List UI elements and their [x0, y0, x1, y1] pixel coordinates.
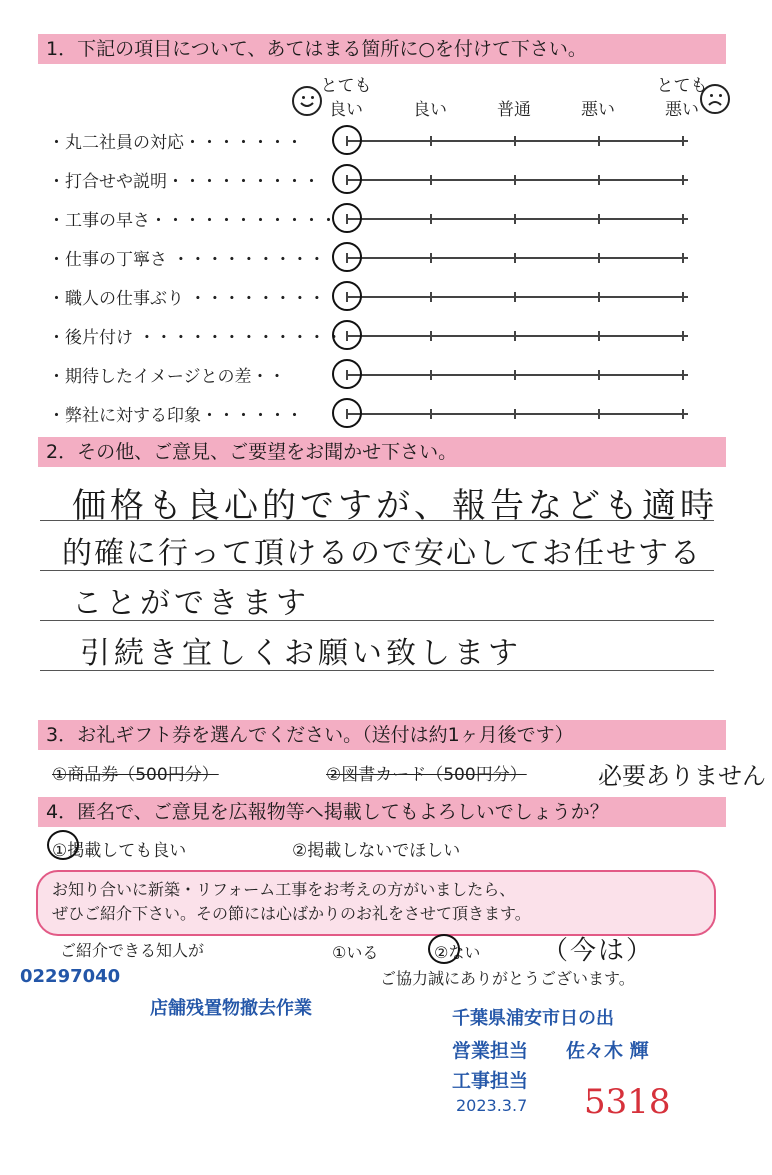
selected-mark-circle — [332, 359, 362, 389]
rating-tick[interactable] — [682, 136, 684, 146]
selected-mark-circle — [332, 281, 362, 311]
q3-header: 3．お礼ギフト券を選んでください。（送付は約1ヶ月後です） — [38, 720, 726, 750]
selected-mark-circle — [332, 242, 362, 272]
rating-item-label: ・仕事の丁寧さ ・・・・・・・・・ — [48, 250, 326, 270]
rating-tick[interactable] — [682, 253, 684, 263]
rating-tick[interactable] — [514, 370, 516, 380]
rating-item-label: ・後片付け ・・・・・・・・・・・・ — [48, 328, 343, 348]
handwritten-comment-line: 的確に行って頂けるので安心してお任せする — [62, 536, 702, 571]
scale-label-top: とても — [656, 76, 708, 96]
handwritten-comment-line: ことができます — [72, 586, 310, 621]
referral-box-line: ぜひご紹介下さい。その節には心ばかりのお礼をさせて頂きます。 — [52, 904, 531, 923]
rating-tick[interactable] — [430, 214, 432, 224]
selected-mark-circle — [332, 203, 362, 233]
rating-scale-line — [346, 374, 688, 376]
rating-tick[interactable] — [430, 292, 432, 302]
rating-tick[interactable] — [682, 409, 684, 419]
handwritten-gift-note: 必要ありません — [598, 762, 766, 790]
construction-rep-label: 工事担当 — [452, 1070, 529, 1092]
selected-mark-circle — [428, 934, 460, 964]
q2-header: 2．その他、ご意見、ご要望をお聞かせ下さい。 — [38, 437, 726, 467]
rating-tick[interactable] — [682, 292, 684, 302]
selected-mark-circle — [332, 398, 362, 428]
selected-mark-circle — [332, 125, 362, 155]
rating-tick[interactable] — [514, 175, 516, 185]
gift-option-product-voucher[interactable]: ①商品券（500円分） — [52, 765, 219, 785]
rating-item-label: ・打合せや説明・・・・・・・・・ — [48, 172, 320, 192]
scale-label: 良い — [413, 100, 447, 120]
rating-scale-line — [346, 218, 688, 220]
rating-tick[interactable] — [598, 409, 600, 419]
rating-tick[interactable] — [514, 409, 516, 419]
rating-tick[interactable] — [514, 253, 516, 263]
selected-mark-circle — [47, 830, 79, 860]
sales-rep-label: 営業担当 — [452, 1040, 529, 1062]
rating-scale-line — [346, 335, 688, 337]
referral-option-no[interactable]: ②ない — [434, 943, 481, 962]
rating-scale-line — [346, 413, 688, 415]
gift-option-book-card[interactable]: ②図書カード（500円分） — [326, 765, 527, 785]
referral-box-line: お知り合いに新築・リフォーム工事をお考えの方がいましたら、 — [52, 880, 516, 899]
rating-tick[interactable] — [598, 370, 600, 380]
rating-tick[interactable] — [514, 214, 516, 224]
q4-header: 4．匿名で、ご意見を広報物等へ掲載してもよろしいでしょうか？ — [38, 797, 726, 827]
rating-scale-line — [346, 257, 688, 259]
rating-item-label: ・丸二社員の対応・・・・・・・ — [48, 133, 303, 153]
handwritten-number: 5318 — [584, 1082, 671, 1122]
referral-box — [36, 870, 716, 936]
scale-label: 悪い — [665, 100, 699, 120]
scale-label-top: とても — [320, 76, 372, 96]
work-description: 店舗残置物撤去作業 — [150, 998, 312, 1019]
scale-label: 良い — [329, 100, 363, 120]
selected-mark-circle — [332, 320, 362, 350]
rating-tick[interactable] — [514, 292, 516, 302]
rating-tick[interactable] — [682, 214, 684, 224]
rating-tick[interactable] — [514, 136, 516, 146]
publish-option-ok[interactable]: ①掲載しても良い — [52, 841, 187, 861]
customer-code: 02297040 — [20, 966, 121, 987]
handwritten-referral-note: （今は） — [542, 936, 655, 966]
survey-date: 2023.3.7 — [456, 1096, 528, 1115]
customer-location: 千葉県浦安市日の出 — [452, 1008, 614, 1029]
rating-tick[interactable] — [598, 214, 600, 224]
rating-scale-line — [346, 296, 688, 298]
rating-tick[interactable] — [682, 175, 684, 185]
rating-tick[interactable] — [514, 331, 516, 341]
scale-label: 悪い — [581, 100, 615, 120]
rating-item-label: ・職人の仕事ぶり ・・・・・・・・ — [48, 289, 326, 309]
scale-label: 普通 — [497, 100, 531, 120]
rating-scale-line — [346, 140, 688, 142]
selected-mark-circle — [332, 164, 362, 194]
rating-tick[interactable] — [430, 409, 432, 419]
rating-tick[interactable] — [598, 136, 600, 146]
referral-question: ご紹介できる知人が — [60, 941, 205, 960]
publish-option-no[interactable]: ②掲載しないでほしい — [292, 841, 461, 861]
rating-item-label: ・弊社に対する印象・・・・・・ — [48, 406, 303, 426]
rating-tick[interactable] — [430, 331, 432, 341]
rating-scale-line — [346, 179, 688, 181]
rating-item-label: ・期待したイメージとの差・・ — [48, 367, 286, 387]
rating-tick[interactable] — [682, 331, 684, 341]
handwritten-comment-line: 価格も良心的ですが、報告なども適時 — [72, 486, 718, 526]
rating-tick[interactable] — [682, 370, 684, 380]
rating-tick[interactable] — [598, 292, 600, 302]
referral-option-yes[interactable]: ①いる — [332, 943, 379, 962]
handwritten-comment-line: 引続き宜しくお願い致します — [80, 636, 522, 671]
q1-header: 1．下記の項目について、あてはまる箇所に○を付けて下さい。 — [38, 34, 726, 64]
thanks-message: ご協力誠にありがとうございます。 — [380, 969, 635, 988]
rating-tick[interactable] — [430, 370, 432, 380]
rating-tick[interactable] — [430, 253, 432, 263]
rating-tick[interactable] — [430, 136, 432, 146]
rating-tick[interactable] — [598, 253, 600, 263]
rating-tick[interactable] — [598, 331, 600, 341]
rating-item-label: ・工事の早さ・・・・・・・・・・・ — [48, 211, 337, 231]
rating-tick[interactable] — [430, 175, 432, 185]
rating-tick[interactable] — [598, 175, 600, 185]
sales-rep-name: 佐々木 輝 — [566, 1040, 649, 1062]
